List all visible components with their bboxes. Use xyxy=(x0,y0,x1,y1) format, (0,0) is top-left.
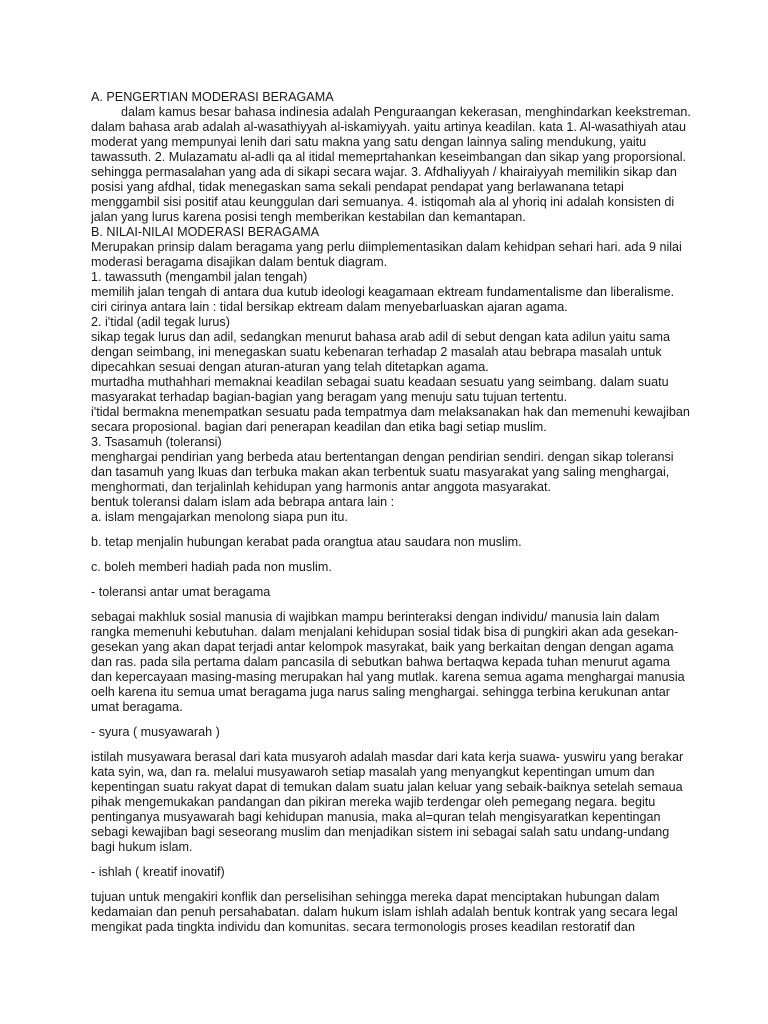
item-2-title: 2. i'tidal (adil tegak lurus) xyxy=(91,315,230,329)
ishlah-title: - ishlah ( kreatif inovatif) xyxy=(91,865,225,879)
section-b-intro: Merupakan prinsip dalam beragama yang perlu diimplementasikan dalam kehidpan sehari hari. ada 9 nilai moderasi beragama disajikan dalam bentuk diagram. xyxy=(91,240,682,269)
toleransi-title: - toleransi antar umat beragama xyxy=(91,585,271,599)
document-body xyxy=(91,90,691,935)
section-a-paragraph: dalam kamus besar bahasa indinesia adalah Penguraangan kekerasan, menghindarkan keekstreman. dalam bahasa arab adalah al-wasathiyyah al-iskamiyyah. yaitu artinya keadilan. kata 1. Al-wasathiyah atau moderat yang mempunyai lenih dari satu makna yang satu dengan lainnya saling mendukung, yaitu tawassuth. 2. Mulazamatu al-adli qa al itidal memeprtahankan keseimbangan dan sikap yang proporsional. sehingga permasalahan yang ada di sikapi secara wajar. 3. Afdhaliyyah / khairaiyyah memilikin sikap dan posisi yang afdhal, tidak menegaskan sama sekali pendapat pendapat yang berlawanana tetapi menggambil sisi positif atau keunggulan dari semuanya. 4. istiqomah ala al yhoriq ini adalah konsisten di jalan yang lurus karena posisi tengh memberikan kestabilan dan kemantapan. xyxy=(91,105,691,224)
syura-title: - syura ( musyawarah ) xyxy=(91,725,220,739)
ishlah-text: tujuan untuk mengakiri konflik dan perselisihan sehingga mereka dapat menciptakan hubungan dalam kedamaian dan penuh persahabatan. dalam hukum islam ishlah adalah bentuk kontrak yang secara legal mengikat pada tingkta individu dan komunitas. secara termonologis proses keadilan restoratif dan xyxy=(91,890,678,934)
section-b-heading: B. NILAI-NILAI MODERASI BERAGAMA xyxy=(91,225,320,239)
item-2-text: murtadha muthahhari memaknai keadilan sebagai suatu keadaan sesuatu yang seimbang. dalam suatu masyarakat terhadap bagian-bagian yang beragam yang menuju satu tujuan tertentu. xyxy=(91,375,669,404)
item-1-text: memilih jalan tengah di antara dua kutub ideologi keagamaan ektream fundamentalisme dan liberalisme. xyxy=(91,285,675,299)
list-item-b: b. tetap menjalin hubungan kerabat pada orangtua atau saudara non muslim. xyxy=(91,535,522,549)
item-2-text: i'tidal bermakna menempatkan sesuatu pada tempatmya dam melaksanakan hak dan memenuhi kewajiban secara proposional. bagian dari penerapan keadilan dan etika bagi setiap muslim. xyxy=(91,405,690,434)
section-a-heading: A. PENGERTIAN MODERASI BERAGAMA xyxy=(91,90,334,104)
item-1-title: 1. tawassuth (mengambil jalan tengah) xyxy=(91,270,308,284)
item-3-title: 3. Tsasamuh (toleransi) xyxy=(91,435,222,449)
toleransi-text: sebagai makhluk sosial manusia di wajibkan mampu berinteraksi dengan individu/ manusia lain dalam rangka memenuhi kebutuhan. dalam menjalani kehidupan sosial tidak bisa di pungkiri akan ada gesekan-gesekan yang akan dapat terjadi antar kelompok masyrakat, baik yang berkaitan dengan dengan agama dan ras. pada sila pertama dalam pancasila di sebutkan bahwa bertaqwa kepada tuhan menurut agama dan kepercayaan masing-masing merupakan hal yang mutlak. karena semua agama menghargai manusia oelh karena itu semua umat beragama juga narus saling menghargai. sehingga terbina kerukunan antar umat beragama. xyxy=(91,610,685,714)
item-3-text: bentuk toleransi dalam islam ada bebrapa antara lain : xyxy=(91,495,395,509)
item-3-text: menghargai pendirian yang berbeda atau bertentangan dengan pendirian sendiri. dengan sikap toleransi dan tasamuh yang lkuas dan terbuka makan akan terbentuk suatu masyarakat yang saling menghargai, menghormati, dan terjalinlah kehidupan yang harmonis antar anggota masyarakat. xyxy=(91,450,674,494)
item-1-text: ciri cirinya antara lain : tidal bersikap ektream dalam menyebarluaskan ajaran agama. xyxy=(91,300,568,314)
list-item-c: c. boleh memberi hadiah pada non muslim. xyxy=(91,560,332,574)
syura-text: istilah musyawara berasal dari kata musyaroh adalah masdar dari kata kerja suawa- yuswiru yang berakar kata syin, wa, dan ra. melalui musyawaroh setiap masalah yang menyangkut kepentingan umum dan kepentingan suatu rakyat dapat di temukan dalam suatu jalan keluar yang sebaik-baiknya setelah semaua pihak mengemukakan pandangan dan pikiran mereka wajib terdengar oleh pemegang negara. begitu pentinganya musyawarah bagi kehidupan manusia, maka al=quran telah mengisyaratkan kepentingan sebagi kewajiban bagi seseorang muslim dan menjadikan sistem ini sebagai salah satu undang-undang bagi hukum islam. xyxy=(91,750,684,854)
item-2-text: sikap tegak lurus dan adil, sedangkan menurut bahasa arab adil di sebut dengan kata adilun yaitu sama dengan seimbang, ini menegaskan suatu kebenaran terhadap 2 masalah atau bebrapa masalah untuk dipecahkan sesuai dengan aturan-aturan yang telah ditetapkan agama. xyxy=(91,330,670,374)
list-item-a: a. islam mengajarkan menolong siapa pun itu. xyxy=(91,510,348,524)
